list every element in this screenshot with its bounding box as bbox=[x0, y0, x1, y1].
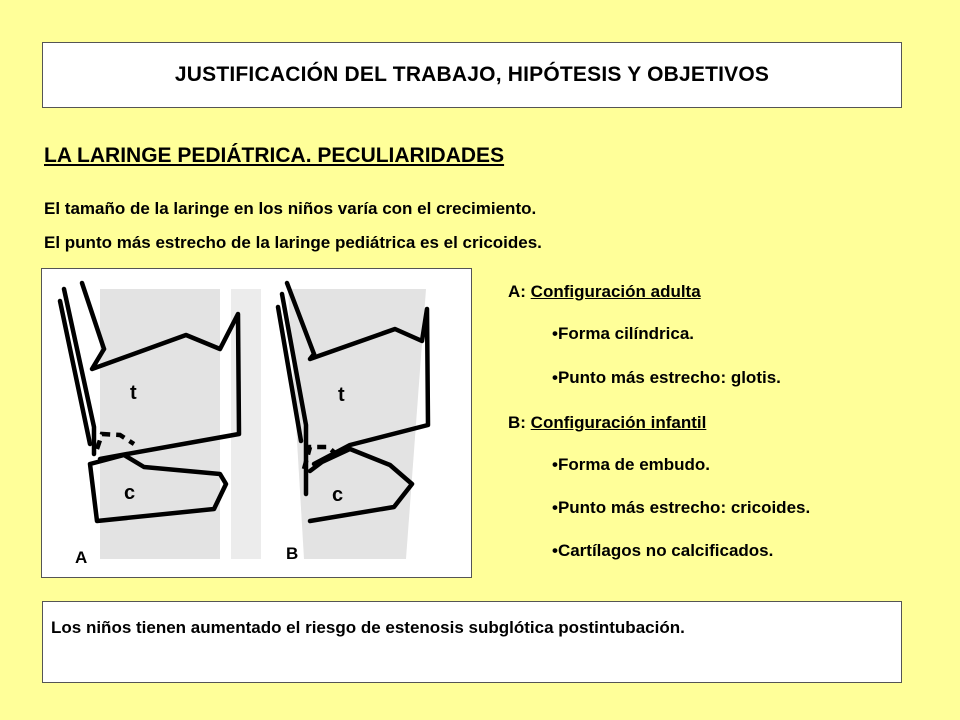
intro-line-size: El tamaño de la laringe en los niños varía con el crecimiento. bbox=[44, 199, 537, 218]
note-box bbox=[42, 601, 902, 683]
larynx-diagram bbox=[42, 269, 473, 579]
config-b-name: Configuración infantil bbox=[530, 413, 707, 432]
config-b-label bbox=[508, 413, 706, 433]
config-b-prefix: B: bbox=[508, 413, 531, 432]
title-box bbox=[42, 42, 902, 108]
panel-a-airway-edge bbox=[231, 289, 261, 559]
note-text: Los niños tienen aumentado el riesgo de estenosis subglótica postintubación. bbox=[51, 618, 685, 637]
panel-a-label-c: c bbox=[124, 482, 136, 504]
panel-a-label-t: t bbox=[130, 382, 137, 404]
page-title: JUSTIFICACIÓN DEL TRABAJO, HIPÓTESIS Y OBJETIVOS bbox=[174, 63, 770, 86]
config-b-bullet: •Punto más estrecho: cricoides. bbox=[552, 498, 811, 517]
config-a-bullet: •Punto más estrecho: glotis. bbox=[552, 368, 781, 387]
config-a-name: Configuración adulta bbox=[530, 282, 701, 301]
section-heading: LA LARINGE PEDIÁTRICA. PECULIARIDADES bbox=[44, 144, 505, 167]
panel-b-label-c: c bbox=[332, 484, 344, 506]
panel-a-letter: A bbox=[75, 548, 88, 567]
config-a-label bbox=[508, 282, 701, 302]
panel-b-airway-shading bbox=[288, 289, 426, 559]
config-a-bullet: •Forma cilíndrica. bbox=[552, 324, 694, 343]
config-b-bullet: •Cartílagos no calcificados. bbox=[552, 541, 774, 560]
panel-b-letter: B bbox=[286, 544, 299, 563]
panel-b-label-t: t bbox=[338, 384, 345, 406]
config-a-prefix: A: bbox=[508, 282, 531, 301]
larynx-figure bbox=[41, 268, 472, 578]
panel-b-diagram bbox=[278, 283, 428, 563]
config-b-bullet: •Forma de embudo. bbox=[552, 455, 711, 474]
panel-a-diagram bbox=[60, 283, 261, 567]
intro-line-narrowest: El punto más estrecho de la laringe pediátrica es el cricoides. bbox=[44, 233, 542, 252]
